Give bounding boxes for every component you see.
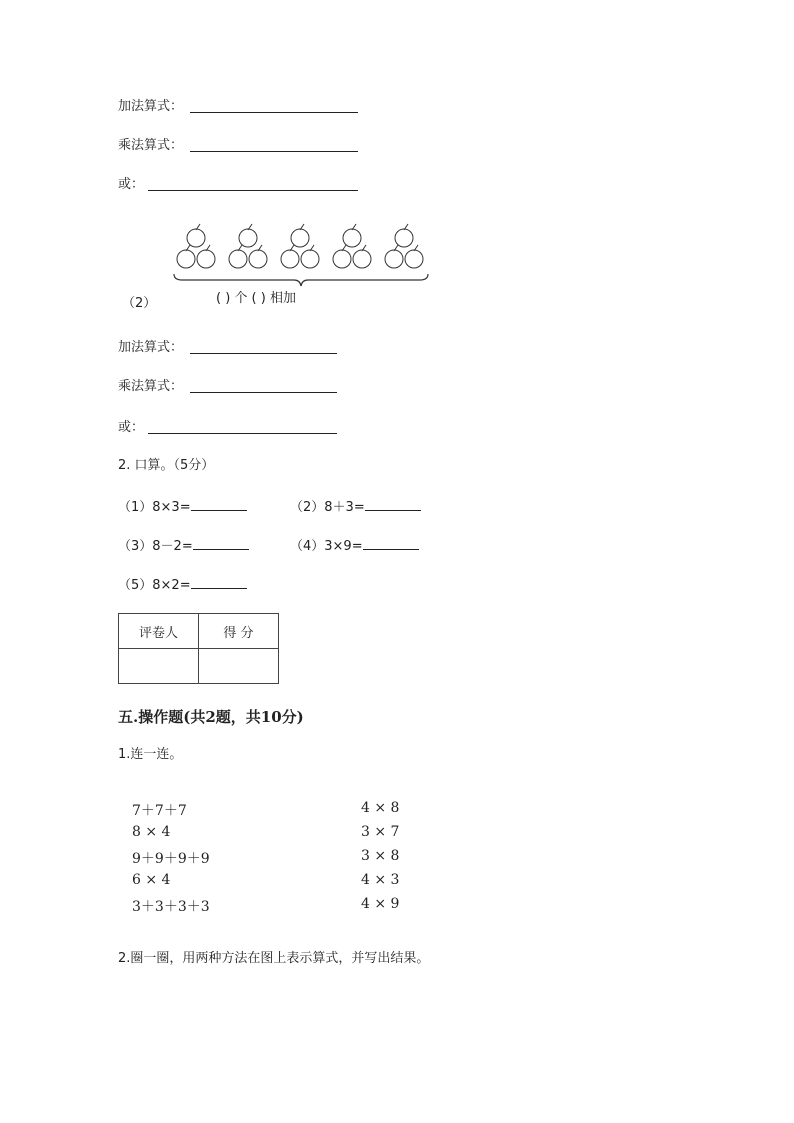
apple-groups-figure: [170, 222, 432, 288]
addition-answer-line-2[interactable]: [190, 353, 337, 354]
oral-item-4: （4）3×9=: [290, 537, 419, 555]
figure-2-caption: ( ) 个 ( ) 相加: [216, 291, 296, 306]
connect-left-item[interactable]: 9＋9＋9＋9: [132, 851, 210, 867]
apple-icon: [249, 245, 267, 268]
connect-right-item[interactable]: 4 × 9: [361, 896, 400, 912]
apple-icon: [187, 224, 205, 247]
question-2-title: 2. 口算。（5分）: [118, 458, 215, 473]
apple-icon: [385, 245, 403, 268]
connect-left-item[interactable]: 6 × 4: [132, 872, 171, 888]
apple-icon: [333, 245, 351, 268]
connect-question-title: 1.连一连。: [118, 747, 183, 762]
apple-icon: [353, 245, 371, 268]
connect-left-item[interactable]: 7＋7＋7: [132, 803, 187, 819]
connect-right-item[interactable]: 4 × 8: [361, 800, 400, 816]
apple-icon: [281, 245, 299, 268]
score-cell[interactable]: [199, 649, 279, 684]
apple-icon: [229, 245, 247, 268]
oral-answer-blank[interactable]: [191, 498, 247, 511]
part-5-heading: 五.操作题(共2题，共10分): [118, 708, 304, 726]
multiplication-answer-line-2[interactable]: [190, 392, 337, 393]
oral-answer-blank[interactable]: [365, 498, 421, 511]
addition-answer-line-1[interactable]: [190, 112, 358, 113]
multiplication-answer-line-1[interactable]: [190, 151, 358, 152]
or-answer-line-1[interactable]: [148, 190, 358, 191]
oral-answer-blank[interactable]: [193, 537, 249, 550]
figure-2-label: （2）: [122, 296, 157, 311]
oral-answer-blank[interactable]: [191, 576, 247, 589]
multiplication-label-1: 乘法算式：: [118, 138, 184, 153]
apple-icon: [291, 224, 309, 247]
connect-right-item[interactable]: 3 × 7: [361, 824, 400, 840]
reviewer-header: 评卷人: [119, 614, 199, 649]
connect-left-item[interactable]: 3＋3＋3＋3: [132, 899, 210, 915]
reviewer-cell[interactable]: [119, 649, 199, 684]
apple-icon: [197, 245, 215, 268]
connect-left-item[interactable]: 8 × 4: [132, 824, 171, 840]
apple-icon: [301, 245, 319, 268]
score-header: 得 分: [199, 614, 279, 649]
apple-icon: [177, 245, 195, 268]
or-answer-line-2[interactable]: [148, 433, 337, 434]
or-label-1: 或：: [118, 177, 145, 192]
oral-answer-blank[interactable]: [363, 537, 419, 550]
connect-right-item[interactable]: 4 × 3: [361, 872, 400, 888]
oral-item-1: （1）8×3=: [118, 498, 247, 516]
apple-icon: [343, 224, 361, 247]
oral-item-5: （5）8×2=: [118, 576, 247, 594]
apple-icon: [405, 245, 423, 268]
connect-right-item[interactable]: 3 × 8: [361, 848, 400, 864]
multiplication-label-2: 乘法算式：: [118, 379, 184, 394]
apple-icon: [177, 224, 423, 268]
apple-icon: [239, 224, 257, 247]
circle-question-title: 2.圈一圈，用两种方法在图上表示算式，并写出结果。: [118, 951, 430, 966]
addition-label-1: 加法算式：: [118, 99, 184, 114]
or-label-2: 或：: [118, 420, 145, 435]
addition-label-2: 加法算式：: [118, 340, 184, 355]
oral-item-3: （3）8－2=: [118, 537, 249, 555]
apple-icon: [395, 224, 413, 247]
oral-item-2: （2）8＋3=: [290, 498, 421, 516]
score-table: [118, 613, 279, 684]
brace-icon: [174, 274, 428, 286]
